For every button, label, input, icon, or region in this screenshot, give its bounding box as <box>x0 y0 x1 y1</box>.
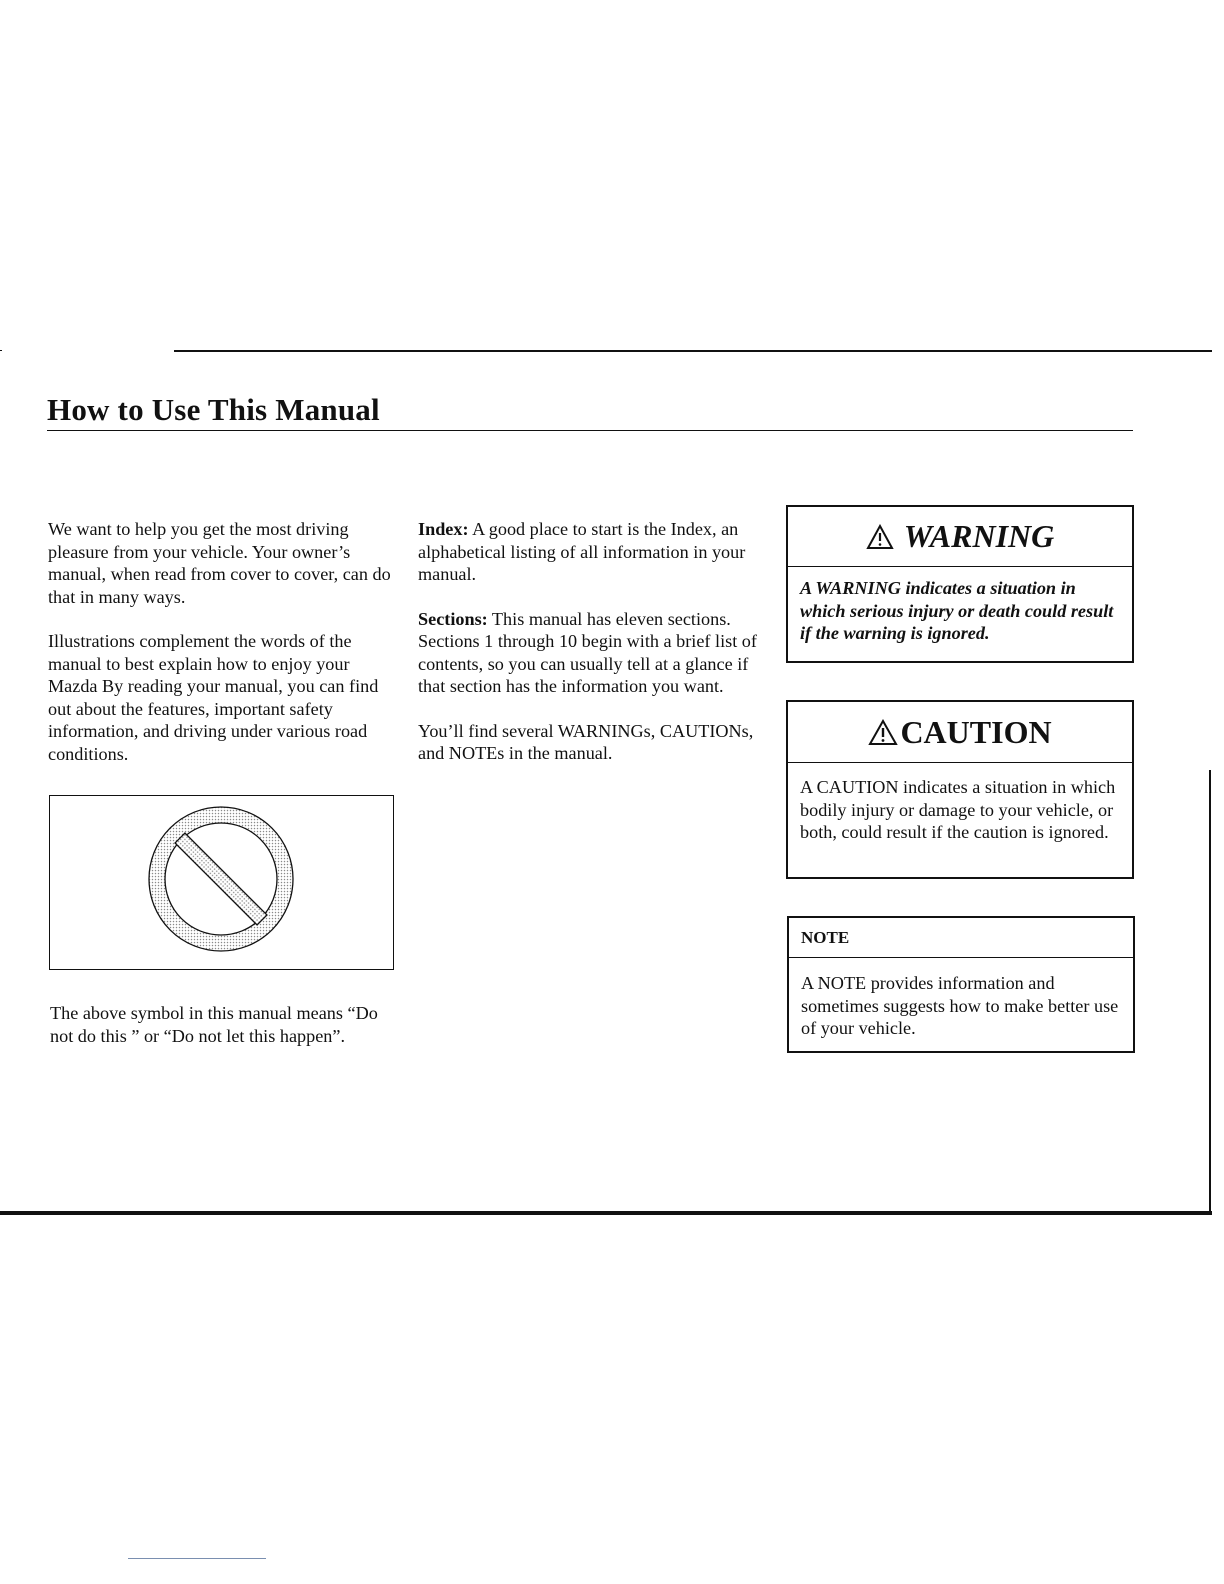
warning-box <box>786 505 1134 663</box>
warning-header <box>788 507 1132 567</box>
sections-text: This manual has eleven sections. Sections 1 through 10 begin with a brief list of contents, so you can usually tell at a glance if that section has the information you want. <box>418 608 757 696</box>
note-text: A NOTE provides information and sometimes suggests how to make better use of your vehicle. <box>801 973 1119 1038</box>
caution-text: A CAUTION indicates a situation in which bodily injury or damage to your vehicle, or both, could result if the caution is ignored. <box>800 777 1116 842</box>
note-box <box>787 916 1135 1053</box>
note-heading: NOTE <box>801 927 850 947</box>
illustrations-paragraph: Illustrations complement the words of the manual to best explain how to enjoy your Mazda By reading your manual, you can find out about the features, important safety information, and driving under various road conditions. <box>48 631 379 764</box>
footer-rule <box>0 1211 1212 1215</box>
notes-paragraph: You’ll find several WARNINGs, CAUTIONs, and NOTEs in the manual. <box>418 720 754 763</box>
caution-triangle-icon <box>868 719 898 746</box>
header-rule <box>174 350 1212 352</box>
page-title: How to Use This Manual <box>47 392 380 427</box>
note-header <box>789 918 1133 958</box>
index-text: A good place to start is the Index, an alphabetical listing of all information in your manual. <box>418 519 746 584</box>
caution-heading: CAUTION <box>900 713 1052 750</box>
index-paragraph <box>418 518 763 586</box>
warning-text: A WARNING indicates a situation in which serious injury or death could result if the warning is ignored. <box>800 578 1114 643</box>
caution-box <box>786 700 1134 879</box>
intro-column <box>48 518 398 787</box>
scan-underline <box>128 1558 266 1559</box>
symbol-illustration <box>49 795 394 970</box>
intro-paragraph: We want to help you get the most driving pleasure from your vehicle. Your owner’s manual, when read from cover to cover, can do that in many ways. <box>48 519 391 607</box>
scan-mark <box>0 350 2 351</box>
index-column <box>418 518 763 787</box>
sections-label: Sections: <box>418 608 488 629</box>
title-underline <box>47 430 1133 431</box>
caution-header <box>788 702 1132 763</box>
sections-paragraph <box>418 608 763 698</box>
symbol-caption: The above symbol in this manual means “Do not do this ” or “Do not let this happen”. <box>50 1003 378 1046</box>
right-edge-rule <box>1209 770 1211 1212</box>
index-label: Index: <box>418 519 469 539</box>
prohibition-icon <box>148 806 294 952</box>
warning-triangle-icon <box>866 524 894 550</box>
warning-heading: WARNING <box>903 518 1055 554</box>
